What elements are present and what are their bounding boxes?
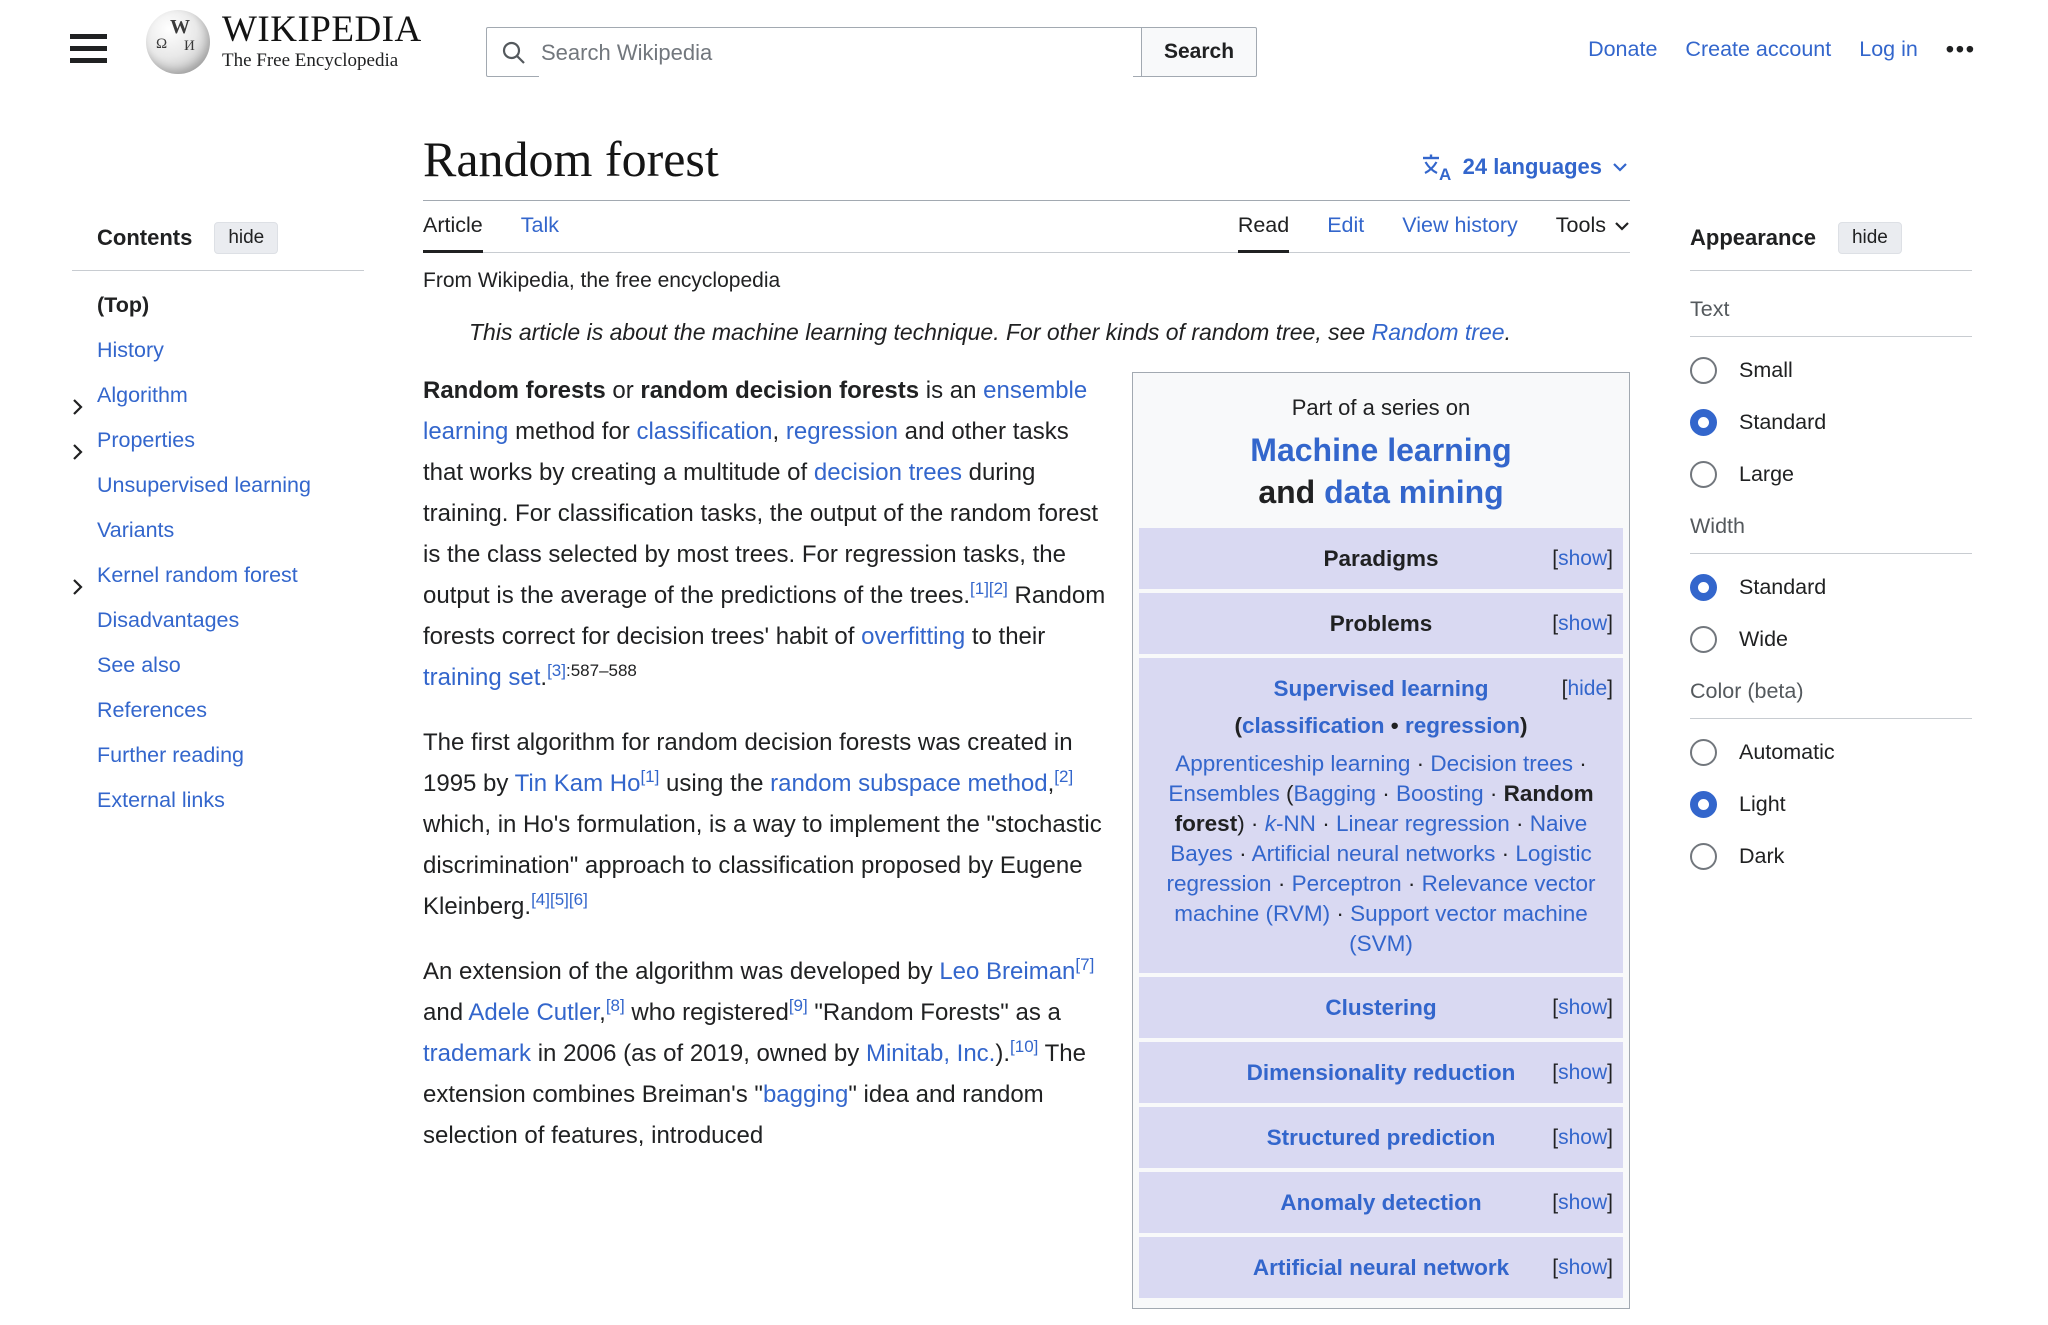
main-menu-button[interactable]: [66, 33, 110, 71]
radio-button-icon[interactable]: [1690, 626, 1717, 653]
text-span: Random forests: [423, 377, 606, 404]
sidebar-toc-item: [72, 688, 364, 733]
supervised-learning-link[interactable]: Supervised learning: [1273, 676, 1489, 701]
sidebar-toc-item: [72, 373, 364, 418]
infobox-section-link[interactable]: Clustering: [1325, 995, 1437, 1020]
radio-button-icon[interactable]: [1690, 409, 1717, 436]
show-hide-toggle[interactable]: show: [1558, 612, 1608, 635]
text-link[interactable]: -NN: [1275, 811, 1316, 836]
toc-link[interactable]: References: [97, 698, 207, 722]
text-span: to their: [965, 623, 1046, 650]
text-link[interactable]: regression: [785, 418, 898, 445]
text-link[interactable]: bagging: [762, 1081, 849, 1108]
data-mining-link[interactable]: data mining: [1324, 474, 1504, 510]
text-span: The first algorithm for random decision forests was created in 1995 by: [423, 729, 1073, 797]
tab-tools[interactable]: Tools: [1556, 201, 1630, 252]
text-span: or: [605, 377, 641, 404]
show-hide-toggle[interactable]: show: [1558, 996, 1608, 1019]
text-link[interactable]: Tin Kam Ho: [514, 770, 641, 797]
text-span: ·: [1401, 871, 1422, 896]
radio-option[interactable]: [1690, 791, 1972, 818]
text-link[interactable]: classification: [636, 418, 773, 445]
citation-ref[interactable]: [4]: [531, 890, 550, 909]
paragraph-1: Random forests or random decision forests is an ensemble learning method for classification, regression and other tasks that works by creating a multitude of decision trees during training. For classification tasks, the output of the random forest is the class selected by most trees. For regression tasks, the output is the average of the predictions of the trees.[1][2] Random forests correct for decision trees' habit of overfitting to their training set.$^{[3]:587-588}$: [423, 377, 1106, 691]
site-subtitle: From Wikipedia, the free encyclopedia: [423, 269, 781, 292]
toc-link[interactable]: (Top): [97, 293, 150, 317]
radio-option-label: Standard: [1739, 575, 1827, 599]
contents-title: Contents: [97, 225, 193, 250]
citation-ref[interactable]: [1]: [970, 579, 989, 598]
text-span: ,: [599, 999, 606, 1026]
toc-link[interactable]: See also: [97, 653, 181, 677]
toc-link[interactable]: Variants: [97, 518, 175, 542]
text-link[interactable]: training set: [423, 664, 541, 691]
text-span: This article is about the machine learning technique. For other kinds of random tree, see: [469, 319, 1372, 345]
appearance-title: Appearance: [1690, 225, 1816, 250]
text-span: " idea and random selection of features, introduced: [423, 1081, 1044, 1149]
text-link[interactable]: Apprenticeship learning: [1175, 751, 1411, 776]
radio-option-label: Automatic: [1739, 740, 1835, 764]
text-link[interactable]: Logistic regression: [1166, 841, 1592, 896]
text-span: Random forest: [1174, 781, 1594, 836]
logo-tagline: The Free Encyclopedia: [222, 50, 399, 71]
radio-button-icon[interactable]: [1690, 739, 1717, 766]
radio-button-icon[interactable]: [1690, 357, 1717, 384]
infobox-supervised-learning-section: Supervised learning [hide] (classification • regression) Apprenticeship learning · Decision trees · Ensembles (Bagging · Boosting · Random forest) · k-NN · Linear regression · Naive Bayes · Artificial neural networks · Logistic regression · Perceptron · Relevance vector machine (RVM) · Support vector machine (SVM): [1139, 658, 1623, 973]
translate-icon: [1421, 152, 1453, 182]
text-span: ·: [1315, 811, 1336, 836]
text-span: An extension of the algorithm was developed by: [423, 958, 940, 985]
text-span: ·: [1376, 781, 1397, 806]
svg-text:A: A: [1438, 165, 1451, 182]
radio-option[interactable]: [1690, 574, 1972, 601]
more-options-menu-button[interactable]: •••: [1945, 36, 1976, 62]
supervised-subtitle: [1147, 711, 1615, 741]
citation-ref[interactable]: [1]: [640, 767, 660, 786]
text-link[interactable]: Adele Cutler: [468, 999, 600, 1026]
radio-option[interactable]: [1690, 843, 1972, 870]
appearance-hide-button[interactable]: hide: [1838, 222, 1902, 254]
text-span: .: [540, 664, 548, 691]
article-tabbar: [423, 201, 1630, 253]
appearance-section-label: Width: [1690, 514, 1972, 554]
infobox-section-link[interactable]: Paradigms: [1323, 546, 1439, 571]
toc-link[interactable]: Further reading: [97, 743, 244, 767]
toc-link[interactable]: History: [97, 338, 164, 362]
create-account-link[interactable]: Create account: [1685, 37, 1832, 61]
show-hide-toggle[interactable]: show: [1558, 1061, 1608, 1084]
text-span: is an: [919, 377, 984, 404]
text-span: ·: [1271, 871, 1292, 896]
toc-link[interactable]: Disadvantages: [97, 608, 240, 632]
text-link[interactable]: Naive Bayes: [1170, 811, 1588, 866]
text-link[interactable]: Bagging: [1293, 781, 1377, 806]
infobox-section-link[interactable]: Structured prediction: [1266, 1125, 1496, 1150]
text-span: and other tasks that works by creating a multitude of: [423, 418, 1069, 486]
radio-option-label: Light: [1739, 792, 1786, 816]
text-span: which, in Ho's formulation, is a way to implement the "stochastic discrimination" approach to classification proposed by Eugene Kleinberg.: [423, 811, 1102, 920]
text-span: The extension combines Breiman's ": [423, 1040, 1086, 1108]
radio-option[interactable]: [1690, 461, 1972, 488]
contents-hide-button[interactable]: hide: [214, 222, 278, 254]
text-span: •: [1384, 713, 1405, 738]
radio-button-icon[interactable]: [1690, 574, 1717, 601]
text-link[interactable]: Leo Breiman: [939, 958, 1076, 985]
radio-option-label: Large: [1739, 462, 1794, 486]
infobox-section-link[interactable]: Anomaly detection: [1280, 1190, 1482, 1215]
infobox-section-link[interactable]: Artificial neural network: [1252, 1255, 1510, 1280]
text-span: Random forests correct for decision trees' habit of: [423, 582, 1106, 650]
radio-option[interactable]: [1690, 626, 1972, 653]
infobox-section-bar: Anomaly detection [show]: [1139, 1172, 1623, 1233]
toc-link[interactable]: Kernel random forest: [97, 563, 298, 587]
tab-edit[interactable]: Edit: [1327, 213, 1365, 237]
text-span: ,: [1047, 770, 1055, 797]
machine-learning-series-infobox: Part of a series on Machine learning and data mining Paradigms [show] Problems [show] Supervised learning [hide] (classification • regression) Apprenticeship learning · Decision trees · Ensembles (Bagging · Boosting · Random forest) · k-NN · Linear regression · Naive Bayes · Artificial neural networks · Logistic regression · Perceptron · Relevance vector machine (RVM) · Support vector machine (SVM) Clustering [show] Dimensionality reduction [show] Structured prediction [show] Anomaly detection [show] Artificial neural network [show]: [1132, 372, 1630, 1309]
infobox-section-bar: Structured prediction [show]: [1139, 1107, 1623, 1168]
toc-link[interactable]: External links: [97, 788, 225, 812]
text-span: ·: [1509, 811, 1530, 836]
wikipedia-globe-icon: W Ω И: [146, 10, 210, 74]
text-link[interactable]: decision trees: [813, 459, 962, 486]
text-span: ).: [995, 1040, 1011, 1067]
sidebar-toc-item: [72, 553, 364, 598]
citation-ref[interactable]: [3]: [547, 661, 566, 680]
machine-learning-link[interactable]: Machine learning: [1250, 432, 1512, 468]
text-link[interactable]: k: [1264, 811, 1276, 836]
hamburger-icon: [66, 34, 110, 63]
text-span: method for: [508, 418, 637, 445]
tab-article[interactable]: Article: [423, 201, 483, 252]
sidebar-toc-item: [72, 778, 364, 823]
show-hide-toggle[interactable]: show: [1558, 1126, 1608, 1149]
text-link[interactable]: Ensembles: [1168, 781, 1280, 806]
text-span: ,: [772, 418, 786, 445]
text-span: using the: [659, 770, 771, 797]
login-link[interactable]: Log in: [1859, 37, 1918, 61]
toc-link[interactable]: Algorithm: [97, 383, 188, 407]
text-span: ) ·: [1237, 811, 1265, 836]
infobox-section-link[interactable]: Problems: [1329, 611, 1433, 636]
tab-view-history[interactable]: View history: [1402, 213, 1518, 237]
sidebar-toc-item: [72, 328, 364, 373]
sidebar-toc-item: [72, 643, 364, 688]
show-hide-toggle[interactable]: hide: [1567, 677, 1608, 700]
sidebar-toc-item: [72, 283, 364, 328]
search-icon: [501, 40, 527, 66]
text-link[interactable]: overfitting: [861, 623, 966, 650]
text-span: random decision forests: [640, 377, 920, 404]
tab-read[interactable]: Read: [1238, 201, 1289, 252]
text-link[interactable]: ensemble learning: [423, 377, 1088, 445]
radio-option-label: Dark: [1739, 844, 1785, 868]
appearance-section-label: Text: [1690, 297, 1972, 337]
text-link[interactable]: classification: [1241, 713, 1385, 738]
citation-ref[interactable]: [6]: [568, 890, 588, 909]
text-span: ·: [1572, 751, 1587, 776]
text-span: during training. For classification tasks, the output of the random forest is the class selected by most trees. For regression tasks, the output is the average of the predictions of the trees.: [423, 459, 1098, 609]
contents-sidebar: [72, 222, 364, 823]
text-link[interactable]: Support vector machine (SVM): [1349, 901, 1588, 956]
text-link[interactable]: Linear regression: [1335, 811, 1510, 836]
search-input[interactable]: [539, 29, 1133, 77]
article-body: [423, 370, 1630, 1280]
supervised-links: [1147, 749, 1615, 959]
radio-button-icon[interactable]: [1690, 461, 1717, 488]
text-span: ·: [1330, 901, 1351, 926]
infobox-section-bar: Paradigms [show]: [1139, 528, 1623, 589]
citation-ref[interactable]: [2]: [988, 579, 1008, 598]
radio-option[interactable]: [1690, 357, 1972, 384]
wikipedia-logo[interactable]: [146, 10, 422, 74]
infobox-series-line: Part of a series on: [1291, 395, 1471, 420]
citation-ref[interactable]: [8]: [605, 996, 625, 1015]
page-title: Random forest: [423, 131, 719, 187]
text-link[interactable]: Artificial neural networks: [1251, 841, 1496, 866]
search-button[interactable]: Search: [1142, 27, 1257, 77]
text-link[interactable]: Decision trees: [1430, 751, 1573, 776]
radio-button-icon[interactable]: [1690, 791, 1717, 818]
radio-option-label: Standard: [1739, 410, 1827, 434]
text-link[interactable]: Minitab, Inc.: [865, 1040, 996, 1067]
sidebar-toc-item: [72, 508, 364, 553]
infobox-section-bar: Artificial neural network [show]: [1139, 1237, 1623, 1298]
search-box: [486, 27, 1142, 77]
chevron-down-icon: [1612, 162, 1628, 172]
appearance-section-label: Color (beta): [1690, 679, 1972, 719]
citation-ref[interactable]: [5]: [549, 890, 569, 909]
text-span: and: [423, 999, 469, 1026]
logo-wordmark: WIKIPEDIA: [222, 9, 422, 50]
text-span: ·: [1483, 781, 1504, 806]
text-span: who registered: [624, 999, 789, 1026]
citation-ref[interactable]: [10]: [1010, 1037, 1039, 1056]
toc-link[interactable]: Properties: [97, 428, 195, 452]
text-span: ·: [1410, 751, 1431, 776]
infobox-section-bar: Dimensionality reduction [show]: [1139, 1042, 1623, 1103]
radio-option[interactable]: [1690, 409, 1972, 436]
chevron-down-icon: [1614, 221, 1630, 231]
text-span: ): [1520, 713, 1528, 738]
tab-talk[interactable]: Talk: [520, 213, 559, 237]
text-span: ·: [1495, 841, 1516, 866]
text-span: (: [1279, 781, 1294, 806]
radio-option-label: Small: [1739, 358, 1793, 382]
text-link[interactable]: trademark: [423, 1040, 532, 1067]
sidebar-toc-item: [72, 733, 364, 778]
article-main: [423, 128, 1630, 1325]
appearance-panel: [1690, 222, 1972, 895]
text-span: .: [1504, 319, 1511, 345]
toc-link[interactable]: Unsupervised learning: [97, 473, 311, 497]
text-link[interactable]: random subspace method: [770, 770, 1048, 797]
infobox-section-bar: Clustering [show]: [1139, 977, 1623, 1038]
text-span: in 2006 (as of 2019, owned by: [531, 1040, 866, 1067]
citation-ref[interactable]: [9]: [788, 996, 808, 1015]
text-link[interactable]: Relevance vector machine (RVM): [1174, 871, 1596, 926]
text-span: "Random Forests" as a: [807, 999, 1061, 1026]
citation-ref[interactable]: [7]: [1075, 955, 1095, 974]
text-span: (: [1234, 713, 1242, 738]
text-link[interactable]: Boosting: [1396, 781, 1484, 806]
sidebar-toc-item: [72, 463, 364, 508]
text-link[interactable]: regression: [1404, 713, 1520, 738]
show-hide-toggle[interactable]: show: [1558, 1256, 1608, 1279]
languages-button[interactable]: A 24 languages: [1421, 152, 1628, 182]
infobox-section-bar: Problems [show]: [1139, 593, 1623, 654]
radio-option[interactable]: [1690, 739, 1972, 766]
top-header: [0, 0, 2048, 104]
sidebar-toc-item: [72, 598, 364, 643]
infobox-section-link[interactable]: Dimensionality reduction: [1246, 1060, 1516, 1085]
radio-button-icon[interactable]: [1690, 843, 1717, 870]
citation-ref[interactable]: [2]: [1054, 767, 1074, 786]
hatnote: [469, 319, 1630, 346]
show-hide-toggle[interactable]: show: [1558, 1191, 1608, 1214]
show-hide-toggle[interactable]: show: [1558, 547, 1608, 570]
text-link[interactable]: Perceptron: [1291, 871, 1402, 896]
radio-option-label: Wide: [1739, 627, 1788, 651]
text-link[interactable]: Random tree: [1371, 319, 1505, 345]
sidebar-toc-item: [72, 418, 364, 463]
text-span: ·: [1232, 841, 1252, 866]
donate-link[interactable]: Donate: [1588, 37, 1658, 61]
